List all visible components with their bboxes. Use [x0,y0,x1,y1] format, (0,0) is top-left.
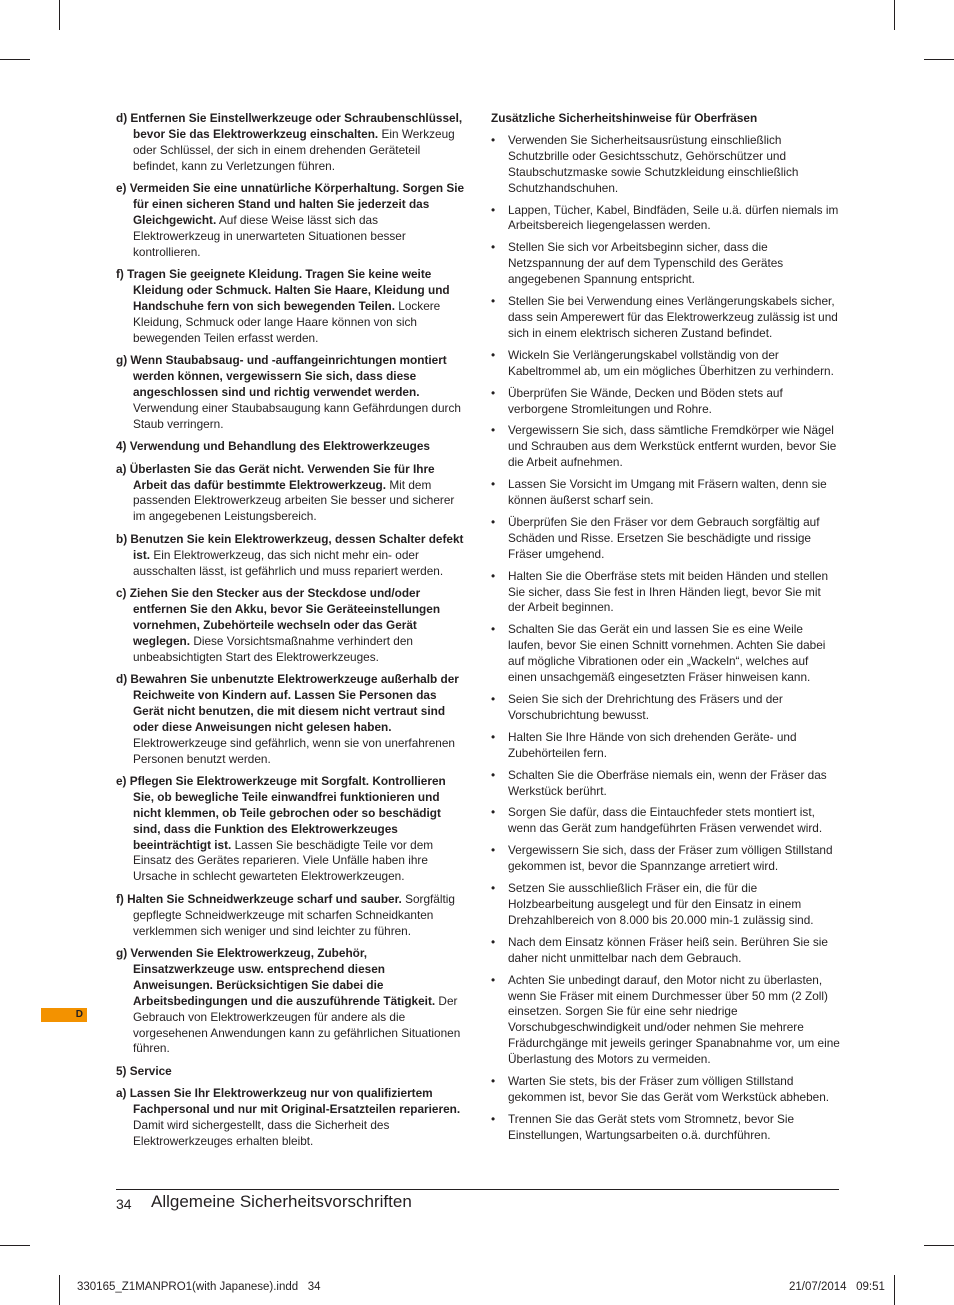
bullet-item [491,348,840,380]
instruction-text: Verwendung einer Staubabsaugung kann Gefährdungen durch Staub verringern. [133,400,461,431]
bullet-icon: • [491,692,496,706]
bullet-text: Stellen Sie bei Verwendung eines Verlängerungskabels sicher, dass sein Amperewert für das Elektrowerkzeug zulässig ist und sich in einem elektrisch sicheren Zustand befindet. [508,294,838,340]
bullet-icon: • [491,477,496,492]
instruction-bold: e) Vermeiden Sie eine unnatürliche Körperhaltung. Sorgen Sie für einen sicheren Stand und halten Sie jederzeit das Gleichgewicht. [116,181,465,227]
bullet-icon: • [491,1111,496,1126]
instruction-item [116,672,466,767]
bullet-icon: • [491,622,496,637]
bullet-item [491,203,840,235]
bullet-icon: • [491,843,496,858]
instruction-item [116,353,466,433]
bullet-text: Warten Sie stets, bis der Fräser zum völligen Stillstand gekommen ist, bevor Sie das Gerät vom Werkstück abheben. [508,1074,830,1104]
instruction-text: Mit dem passenden Elektrowerkzeug arbeiten Sie besser und sicherer im angegebenen Leistungsbereich. [133,477,455,524]
section-heading: 5) Service [116,1063,172,1078]
bullet-icon: • [491,881,496,896]
instruction-bold: a) Lassen Sie Ihr Elektrowerkzeug nur von qualifiziertem Fachpersonal und nur mit Original-Ersatzteilen reparieren. [116,1086,461,1117]
bullet-text: Wickeln Sie Verlängerungskabel vollständig von der Kabeltrommel ab, um ein mögliches Überhitzen zu verhindern. [508,347,834,378]
bullet-icon: • [491,805,496,820]
right-column [491,111,840,1150]
bullet-item [491,935,840,967]
bullet-icon: • [491,423,496,438]
instruction-bold: g) Wenn Staubabsaug- und -auffangeinrichtungen montiert werden können, vergewissern Sie sich, dass diese angeschlossen sind und richtig verwendet werden. [116,353,447,399]
bullet-icon: • [491,767,496,782]
instruction-item [116,586,466,666]
bullet-icon: • [491,347,496,362]
bullet-icon: • [491,132,496,147]
crop-mark [894,0,895,30]
instruction-bold: g) Verwenden Sie Elektrowerkzeug, Zubehör, Einsatzwerkzeuge usw. entsprechend diesen Anweisungen. Berücksichtigen Sie dabei die Arbeitsbedingungen und die auszuführende Tätigkeit. [116,946,436,1008]
slug-filename: 330165_Z1MANPRO1(with Japanese).indd 34 [77,1281,321,1293]
bullet-item [491,1074,840,1106]
slug-datetime: 21/07/2014 09:51 [789,1281,885,1293]
bullet-item [491,692,840,724]
instruction-text: Auf diese Weise lässt sich das Elektrowerkzeug in unerwarteten Situationen besser kontrollieren. [133,212,406,259]
page-number: 34 [116,1196,132,1212]
bullet-list [491,133,840,1144]
bullet-text: Halten Sie die Oberfräse stets mit beiden Händen und stellen Sie sicher, dass Sie fest in Ihren Händen liegt, bevor Sie mit der Arbeit beginnen. [508,568,829,615]
footer-divider [116,1189,839,1190]
bullet-item [491,423,840,471]
bullet-text: Überprüfen Sie den Fräser vor dem Gebrauch sorgfältig auf Schäden und Risse. Ersetzen Sie beschädigte und rissige Fräser umgehend. [508,514,820,561]
crop-mark [59,1275,60,1305]
instruction-text: Diese Vorsichtsmaßnahme verhindert den unbeabsichtigten Start des Elektrowerkzeuges. [133,633,413,664]
bullet-item [491,240,840,288]
bullet-text: Setzen Sie ausschließlich Fräser ein, die für die Holzbearbeitung ausgelegt und für den Einsatz in einem Drehzahlbereich von 8.000 bis 20.000 min-1 zulässig sind. [508,881,814,927]
instruction-item [116,946,466,1057]
bullet-text: Sorgen Sie dafür, dass die Eintauchfeder stets montiert ist, wenn das Gerät zum handgeführten Fräsen verwendet wird. [508,805,823,836]
bullet-text: Nach dem Einsatz können Fräser heiß sein. Berühren Sie sie daher nicht unmittelbar nach dem Gebrauch. [508,934,828,965]
footer-title: Allgemeine Sicherheitsvorschriften [151,1192,412,1211]
bullet-item [491,515,840,563]
bullet-item [491,477,840,509]
instruction-text: Der Gebrauch von Elektrowerkzeugen für andere als die vorgesehenen Anwendungen kann zu gefährlichen Situationen führen. [133,993,461,1056]
left-column [116,111,466,1156]
instruction-text: Lassen Sie beschädigte Teile vor dem Einsatz des Gerätes reparieren. Viele Unfälle haben ihre Ursache in schlecht gewarteten Elektrowerkzeugen. [133,837,434,884]
bullet-text: Überprüfen Sie Wände, Decken und Böden stets auf verborgene Stromleitungen und Rohre. [508,385,783,416]
crop-mark [924,1245,954,1246]
instruction-bold: f) Halten Sie Schneidwerkzeuge scharf und sauber. [116,891,402,906]
bullet-icon: • [491,1074,496,1089]
crop-mark [924,59,954,60]
instruction-text: Damit wird sichergestellt, dass die Sicherheit des Elektrowerkzeuges erhalten bleibt. [133,1118,390,1148]
bullet-item [491,843,840,875]
instruction-text: Ein Elektrowerkzeug, das sich nicht mehr ein- oder ausschalten lässt, ist gefährlich und muss repariert werden. [133,547,444,578]
instruction-item [116,532,466,580]
bullet-text: Schalten Sie die Oberfräse niemals ein, wenn der Fräser das Werkstück berührt. [508,767,827,798]
bullet-text: Lappen, Tücher, Kabel, Bindfäden, Seile u.ä. dürfen niemals im Arbeitsbereich liegengelassen werden. [508,202,839,233]
instruction-item [116,892,466,940]
bullet-text: Schalten Sie das Gerät ein und lassen Sie es eine Weile laufen, bevor Sie einen Schnitt vornehmen. Achten Sie dabei auf mögliche Vibrationen oder ein „Wackeln“, welches auf einen unsachgemäß eingesetzten Fräser hinweisen kann. [508,622,826,685]
bullet-item [491,1112,840,1144]
instruction-item [116,181,466,261]
bullet-text: Vergewissern Sie sich, dass sämtliche Fremdkörper wie Nägel und Schrauben aus dem Werkstück entfernt wurden, bevor Sie die Arbeit aufnehmen. [508,423,837,470]
bullet-icon: • [491,240,496,255]
section-heading: Zusätzliche Sicherheitshinweise für Oberfräsen [491,111,758,125]
instruction-text: Ein Werkzeug oder Schlüssel, der sich in einem drehenden Geräteteil befindet, kann zu Verletzungen führen. [133,126,455,173]
bullet-item [491,622,840,686]
bullet-item [491,805,840,837]
bullet-icon: • [491,934,496,949]
instruction-bold: a) Überlasten Sie das Gerät nicht. Verwenden Sie für Ihre Arbeit das dafür bestimmte Elektrowerkzeug. [116,461,435,492]
bullet-item [491,973,840,1068]
crop-mark [894,1275,895,1305]
bullet-item [491,730,840,762]
bullet-text: Vergewissern Sie sich, dass der Fräser zum völligen Stillstand gekommen ist, bevor die Spannzange arretiert wird. [508,843,833,874]
instruction-text: Elektrowerkzeuge sind gefährlich, wenn sie von unerfahrenen Personen benutzt werden. [133,735,455,766]
bullet-item [491,294,840,342]
bullet-item [491,133,840,197]
instruction-bold: f) Tragen Sie geeignete Kleidung. Tragen Sie keine weite Kleidung oder Schmuck. Halten Sie Haare, Kleidung und Handschuhe fern von sich bewegenden Teilen. [116,267,450,313]
instruction-bold: d) Bewahren Sie unbenutzte Elektrowerkzeuge außerhalb der Reichweite von Kindern auf. Lassen Sie Personen das Gerät nicht benutzen, die mit diesem nicht vertraut sind oder diese Anweisungen nicht gelesen haben. [116,672,459,734]
bullet-text: Stellen Sie sich vor Arbeitsbeginn sicher, dass die Netzspannung der auf dem Typenschild des Gerätes angegebenen Spannung entspricht. [508,240,784,287]
language-tab: D [41,1008,87,1022]
crop-mark [0,59,30,60]
instruction-bold: d) Entfernen Sie Einstellwerkzeuge oder Schraubenschlüssel, bevor Sie das Elektrowerkzeug einschalten. [116,111,463,141]
section-heading: 4) Verwendung und Behandlung des Elektrowerkzeuges [116,439,430,454]
crop-mark [0,1245,30,1246]
bullet-text: Achten Sie unbedingt darauf, den Motor nicht zu überlasten, wenn Sie Fräser mit einem Durchmesser über 50 mm (2 Zoll) einsetzen. Sorgen Sie für eine sehr niedrige Vorschubgeschwindigkeit und/oder nehmen Sie mehrere Frädurchgänge mit jeweils geringer Spanabnahme vor, um eine Überlastung des Motors zu vermeiden. [508,972,840,1067]
bullet-icon: • [491,294,496,309]
bullet-item [491,768,840,800]
bullet-item [491,881,840,929]
crop-mark [59,0,60,30]
bullet-item [491,386,840,418]
instruction-text: Sorgfältig gepflegte Schneidwerkzeuge mit scharfen Schneidkanten verklemmen sich weniger und sind leichter zu führen. [133,891,455,938]
bullet-icon: • [491,568,496,583]
instruction-item [116,267,466,347]
instruction-bold: e) Pflegen Sie Elektrowerkzeuge mit Sorgfalt. Kontrollieren Sie, ob bewegliche Teile einwandfrei funktionieren und nicht klemmen, ob Teile gebrochen oder so beschädigt sind, dass die Funktion des Elektrowerkzeuges beeinträchtigt ist. [116,773,446,852]
instruction-item [116,462,466,526]
bullet-text: Lassen Sie Vorsicht im Umgang mit Fräsern walten, denn sie können äußerst scharf sein. [508,477,827,508]
bullet-text: Verwenden Sie Sicherheitsausrüstung einschließlich Schutzbrille oder Gesichtsschutz, Gehörschützer und Staubschutzmaske sowie Schutzkleidung einschließlich Schutzhandschuhen. [508,132,799,195]
instruction-text: Lockere Kleidung, Schmuck oder lange Haare können von sich bewegenden Teilen erfasst werden. [133,298,441,345]
bullet-icon: • [491,202,496,217]
bullet-icon: • [491,385,496,400]
bullet-text: Halten Sie Ihre Hände von sich drehenden Geräte- und Zubehörteilen fern. [508,729,797,760]
instruction-bold: c) Ziehen Sie den Stecker aus der Steckdose und/oder entfernen Sie den Akku, bevor Sie Geräteeinstellungen vornehmen, Zubehörteile wechseln oder das Gerät weglegen. [116,585,441,648]
instruction-item [116,111,466,175]
bullet-icon: • [491,514,496,529]
bullet-item [491,569,840,617]
instruction-item [116,774,466,885]
bullet-icon: • [491,972,496,987]
bullet-text: Trennen Sie das Gerät stets vom Stromnetz, bevor Sie Einstellungen, Wartungsarbeiten o.ä. durchführen. [508,1111,795,1142]
bullet-icon: • [491,729,496,744]
bullet-text: Seien Sie sich der Drehrichtung des Fräsers und der Vorschubrichtung bewusst. [508,692,783,722]
instruction-item [116,1086,466,1150]
instruction-bold: b) Benutzen Sie kein Elektrowerkzeug, dessen Schalter defekt ist. [116,531,464,562]
